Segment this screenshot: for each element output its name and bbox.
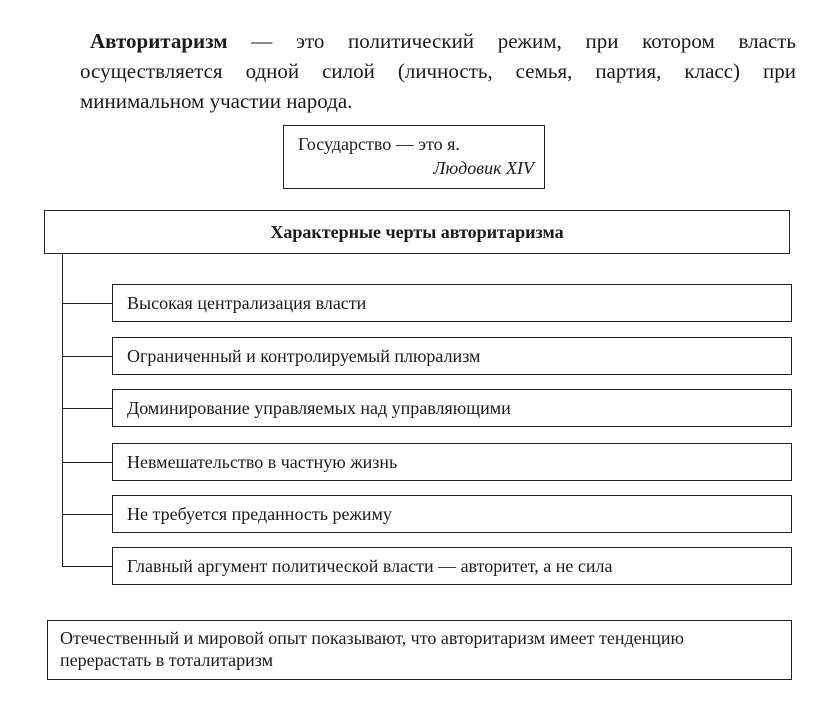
intro-paragraph: [80, 26, 796, 116]
features-header: Характерные черты авторитаризма: [270, 221, 564, 242]
connector-line: [62, 462, 112, 463]
conclusion-box: [47, 620, 792, 680]
intro-term: Авторитаризм: [90, 29, 228, 53]
connector-line: [62, 408, 112, 409]
feature-box: [112, 389, 792, 427]
feature-box: [112, 443, 792, 481]
quote-author: Людовик XIV: [433, 158, 534, 178]
feature-label: Главный аргумент политической власти — авторитет, а не сила: [127, 555, 613, 576]
feature-label: Высокая централизация власти: [127, 292, 367, 313]
connector-line: [62, 303, 112, 304]
feature-label: Не требуется преданность режиму: [127, 503, 392, 524]
features-header-box: [44, 210, 790, 254]
feature-box: [112, 337, 792, 375]
tree-spine-line: [62, 254, 63, 567]
feature-box: [112, 284, 792, 322]
feature-box: [112, 495, 792, 533]
intro-definition: — это политический режим, при котором власть осуществляется одной силой (личность, семья, партия, класс) при минимальном участии народа.: [80, 29, 796, 113]
quote-box: [283, 125, 545, 189]
feature-label: Ограниченный и контролируемый плюрализм: [127, 345, 481, 366]
connector-line: [62, 356, 112, 357]
conclusion-text: Отечественный и мировой опыт показывают, что авторитаризм имеет тенденцию перерастать в тоталитаризм: [60, 628, 684, 670]
connector-line: [62, 566, 112, 567]
connector-line: [62, 514, 112, 515]
feature-label: Невмешательство в частную жизнь: [127, 451, 398, 472]
feature-box: [112, 547, 792, 585]
feature-label: Доминирование управляемых над управляющими: [127, 397, 511, 418]
quote-text: Государство — это я.: [298, 134, 460, 154]
